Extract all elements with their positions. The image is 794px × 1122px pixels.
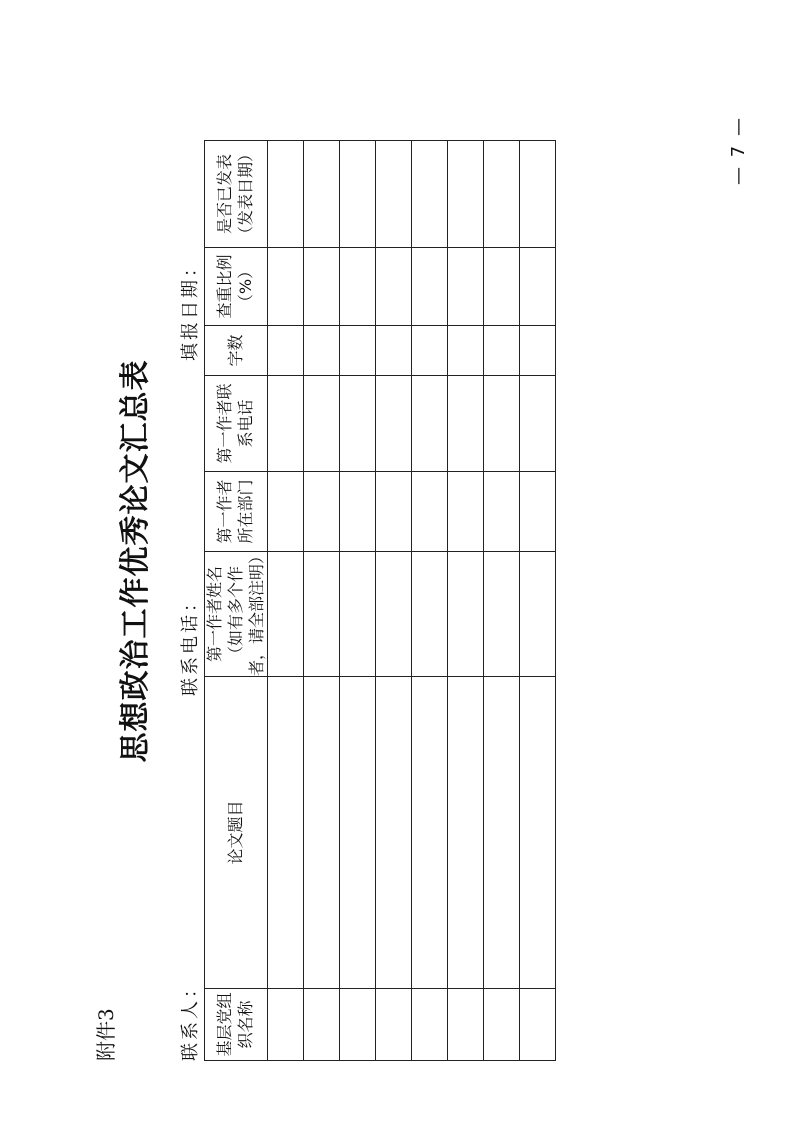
header-first-author-dept: 第一作者所在部门: [205, 472, 268, 552]
fill-fields-row: [176, 61, 201, 1061]
table-row: [412, 141, 448, 1061]
table-cell[interactable]: [448, 376, 484, 472]
table-cell[interactable]: [268, 552, 304, 677]
table-cell[interactable]: [376, 141, 412, 248]
table-cell[interactable]: [340, 248, 376, 326]
table-cell[interactable]: [520, 141, 556, 248]
table-row: [304, 141, 340, 1061]
table-cell[interactable]: [448, 472, 484, 552]
table-cell[interactable]: [412, 248, 448, 326]
table-cell[interactable]: [376, 677, 412, 989]
table-cell[interactable]: [484, 677, 520, 989]
table-cell[interactable]: [412, 376, 448, 472]
table-cell[interactable]: [484, 248, 520, 326]
header-word-count: 字数: [205, 326, 268, 376]
table-cell[interactable]: [268, 141, 304, 248]
table-cell[interactable]: [520, 376, 556, 472]
table-cell[interactable]: [520, 326, 556, 376]
header-first-author-name: 第一作者姓名（如有多个作者，请全部注明）: [205, 552, 268, 677]
table-cell[interactable]: [484, 141, 520, 248]
table-cell[interactable]: [520, 989, 556, 1061]
table-cell[interactable]: [412, 141, 448, 248]
table-row: [448, 141, 484, 1061]
table-cell[interactable]: [376, 376, 412, 472]
table-cell[interactable]: [448, 989, 484, 1061]
table-cell[interactable]: [448, 248, 484, 326]
table-cell[interactable]: [268, 989, 304, 1061]
table-cell[interactable]: [376, 248, 412, 326]
page-title: 思想政治工作优秀论文汇总表: [118, 359, 153, 763]
table-row: [376, 141, 412, 1061]
header-published: 是否已发表（发表日期）: [205, 141, 268, 248]
table-cell[interactable]: [448, 552, 484, 677]
fill-date-label: 填报日期：: [180, 256, 201, 361]
table-cell[interactable]: [304, 552, 340, 677]
rotated-page-content: [90, 61, 710, 1061]
header-duplicate-ratio: 查重比例（%）: [205, 248, 268, 326]
table-cell[interactable]: [340, 552, 376, 677]
table-cell[interactable]: [484, 376, 520, 472]
table-cell[interactable]: [448, 677, 484, 989]
contact-phone-label: 联系电话：: [180, 591, 201, 696]
table-cell[interactable]: [268, 376, 304, 472]
table-cell[interactable]: [484, 989, 520, 1061]
table-cell[interactable]: [412, 989, 448, 1061]
table-cell[interactable]: [412, 326, 448, 376]
table-cell[interactable]: [340, 376, 376, 472]
table-cell[interactable]: [304, 472, 340, 552]
table-cell[interactable]: [304, 989, 340, 1061]
summary-table: [204, 140, 556, 1061]
table-cell[interactable]: [448, 141, 484, 248]
table-cell[interactable]: [268, 326, 304, 376]
table-cell[interactable]: [304, 141, 340, 248]
table-row: [340, 141, 376, 1061]
table-cell[interactable]: [520, 472, 556, 552]
table-row: [484, 141, 520, 1061]
table-cell[interactable]: [484, 326, 520, 376]
table-cell[interactable]: [268, 248, 304, 326]
contact-person-label: 联系人：: [180, 977, 201, 1061]
table-cell[interactable]: [448, 326, 484, 376]
table-cell[interactable]: [376, 472, 412, 552]
table-cell[interactable]: [304, 677, 340, 989]
table-cell[interactable]: [340, 989, 376, 1061]
table-cell[interactable]: [340, 141, 376, 248]
header-paper-title: 论文题目: [205, 677, 268, 989]
table-cell[interactable]: [340, 326, 376, 376]
table-cell[interactable]: [412, 677, 448, 989]
table-cell[interactable]: [340, 677, 376, 989]
table-row: [520, 141, 556, 1061]
table-cell[interactable]: [304, 248, 340, 326]
table-cell[interactable]: [520, 552, 556, 677]
header-org-name: 基层党组织名称: [205, 989, 268, 1061]
table-cell[interactable]: [268, 677, 304, 989]
header-first-author-phone: 第一作者联系电话: [205, 376, 268, 472]
table-cell[interactable]: [520, 677, 556, 989]
table-cell[interactable]: [484, 552, 520, 677]
table-row: [268, 141, 304, 1061]
table-cell[interactable]: [268, 472, 304, 552]
table-cell[interactable]: [376, 552, 412, 677]
table-cell[interactable]: [304, 376, 340, 472]
table-cell[interactable]: [412, 472, 448, 552]
table-cell[interactable]: [376, 326, 412, 376]
table-cell[interactable]: [520, 248, 556, 326]
page-number: — 7 —: [727, 116, 749, 185]
table-cell[interactable]: [412, 552, 448, 677]
attachment-label: 附件3: [94, 1008, 118, 1061]
table-cell[interactable]: [484, 472, 520, 552]
table-header-row: [205, 141, 268, 1061]
table-cell[interactable]: [340, 472, 376, 552]
table-cell[interactable]: [304, 326, 340, 376]
table-cell[interactable]: [376, 989, 412, 1061]
